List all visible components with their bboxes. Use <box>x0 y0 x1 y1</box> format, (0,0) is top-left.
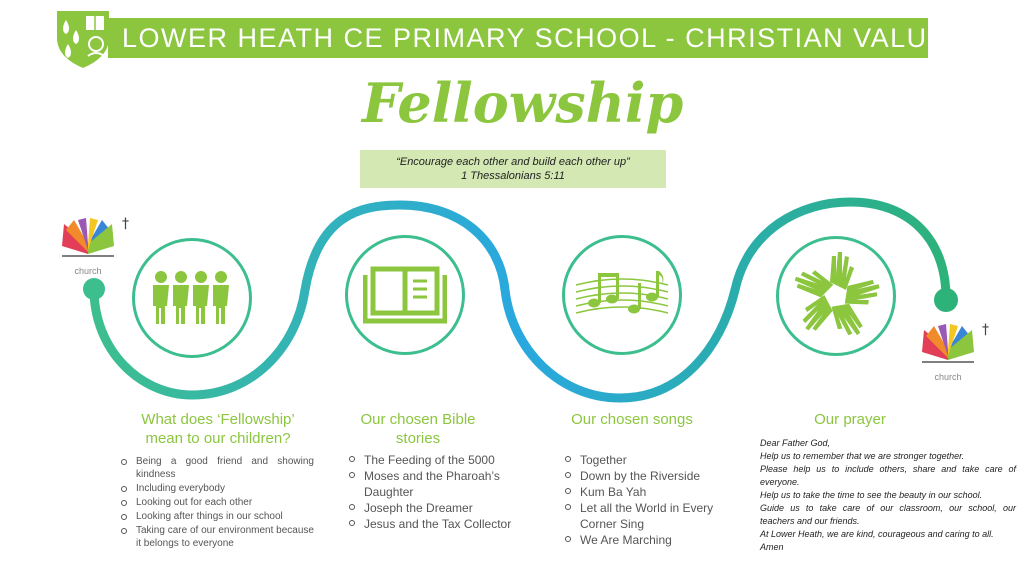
prayer-line: Please help us to include others, share and take care of everyone. <box>760 464 1016 487</box>
list-item: Together <box>564 452 724 468</box>
list-item: Looking out for each other <box>120 496 314 509</box>
church-logo-right <box>918 320 990 382</box>
section-title-line: Our chosen songs <box>571 411 693 428</box>
church-label: church <box>934 372 962 382</box>
list-item: Being a good friend and showing kindness <box>120 455 314 481</box>
bible-icon <box>363 265 447 325</box>
children-icon <box>147 268 237 328</box>
list-item: Moses and the Pharoah’s Daughter <box>348 468 518 500</box>
list-item: Including everybody <box>120 482 314 495</box>
children-icon-circle <box>132 238 252 358</box>
quote-reference: 1 Thessalonians 5:11 <box>461 170 565 182</box>
prayer-line: Guide us to take care of our classroom, our school, our teachers and our friends. <box>760 503 1016 526</box>
list-item: Let all the World in Every Corner Sing <box>564 500 724 532</box>
bible-icon-circle <box>345 235 465 355</box>
cross-icon: † <box>122 216 129 232</box>
section-title-songs <box>552 410 712 429</box>
prayer-line: Help us to take the time to see the beauty in our school. <box>760 490 983 500</box>
list-item: Kum Ba Yah <box>564 484 724 500</box>
hands-circle-icon <box>791 251 881 341</box>
list-item: Taking care of our environment because it belongs to everyone <box>120 524 314 550</box>
section-title-line: mean to our children? <box>145 430 291 447</box>
songs-list <box>564 452 724 548</box>
prayer-line: Dear Father God, <box>760 438 831 448</box>
meaning-list <box>120 455 314 551</box>
value-title: Fellowship <box>362 71 684 135</box>
prayer-line: Help us to remember that we are stronger together. <box>760 451 965 461</box>
prayer-text <box>760 437 1016 554</box>
hands-icon-circle <box>776 236 896 356</box>
section-title-line: Our prayer <box>814 411 886 428</box>
prayer-line: Amen <box>760 542 784 552</box>
quote-text: “Encourage each other and build each other up” <box>396 156 630 168</box>
list-item: Joseph the Dreamer <box>348 500 518 516</box>
section-title-meaning <box>118 410 318 448</box>
list-item: Jesus and the Tax Collector <box>348 516 518 532</box>
section-title-line: Our chosen Bible <box>360 411 476 428</box>
music-icon-circle <box>562 235 682 355</box>
bible-stories-list <box>348 452 518 532</box>
section-title-line: What does ‘Fellowship’ <box>141 411 295 428</box>
section-title-prayer <box>778 410 922 429</box>
list-item: Looking after things in our school <box>120 510 314 523</box>
section-title-bible-stories <box>338 410 498 448</box>
path-end-dot <box>934 288 958 312</box>
list-item: The Feeding of the 5000 <box>348 452 518 468</box>
prayer-line: At Lower Heath, we are kind, courageous and caring to all. <box>760 529 994 539</box>
page-banner: LOWER HEATH CE PRIMARY SCHOOL - CHRISTIAN VALUES <box>108 18 928 58</box>
section-title-line: stories <box>395 430 441 447</box>
church-label: church <box>74 266 102 276</box>
cross-icon: † <box>982 322 989 338</box>
music-notes-icon <box>574 265 670 325</box>
list-item: We Are Marching <box>564 532 724 548</box>
church-logo-left <box>58 214 130 276</box>
path-start-dot <box>83 278 105 300</box>
list-item: Down by the Riverside <box>564 468 724 484</box>
